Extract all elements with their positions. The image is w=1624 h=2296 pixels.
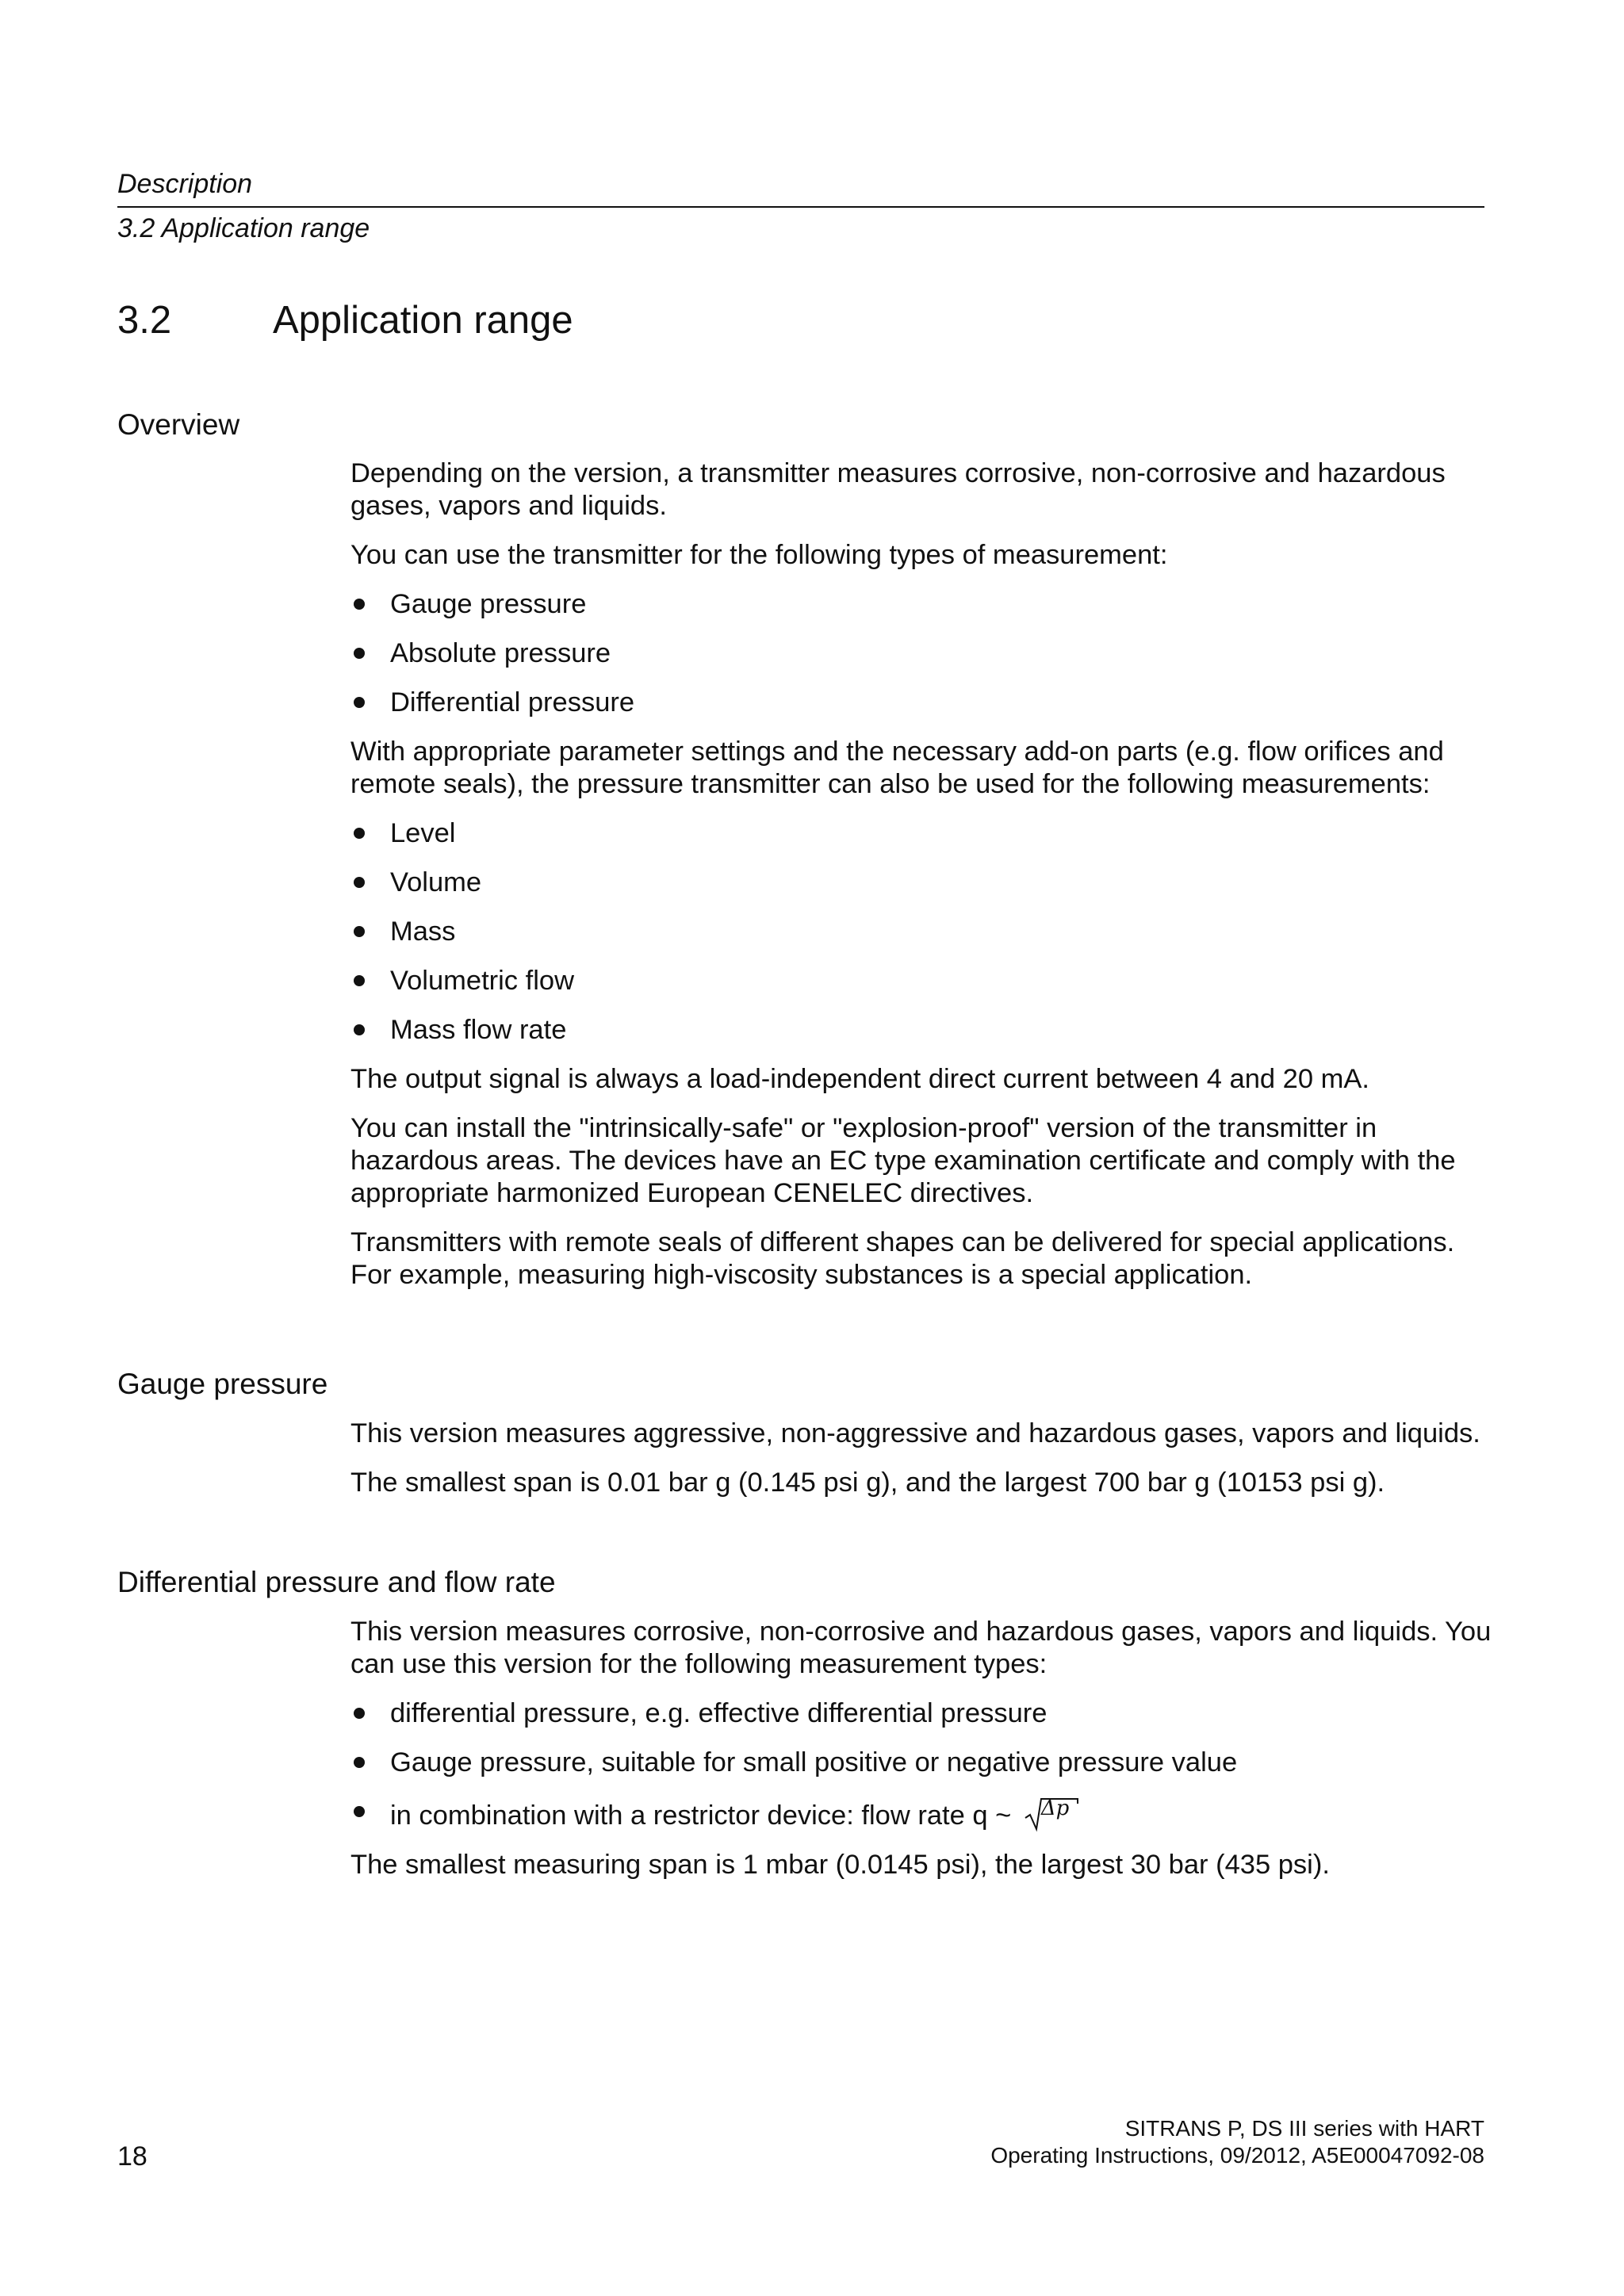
header-rule: [117, 206, 1484, 208]
list-item: Level: [350, 817, 1492, 850]
gauge-paragraph: This version measures aggressive, non-aggressive and hazardous gases, vapors and liquids.: [350, 1418, 1480, 1448]
running-header-section: Description: [117, 169, 253, 199]
square-root-formula: [1024, 1796, 1079, 1832]
gauge-pressure-heading: Gauge pressure: [117, 1368, 328, 1400]
overview-paragraph: Depending on the version, a transmitter measures corrosive, non-corrosive and hazardous gases, vapors and liquids.: [350, 458, 1446, 521]
measurement-types-list: [350, 588, 1492, 719]
list-item: Mass: [350, 916, 1492, 948]
section-title: Application range: [273, 299, 573, 342]
formula-radicand: Δp: [1040, 1797, 1070, 1820]
overview-paragraph: You can use the transmitter for the following types of measurement:: [350, 540, 1168, 570]
page-number: 18: [117, 2141, 147, 2172]
overview-paragraph: With appropriate parameter settings and the necessary add-on parts (e.g. flow orifices and remote seals), the pressure transmitter can also be used for the following measurements:: [350, 737, 1444, 799]
flow-rate-text: in combination with a restrictor device: flow rate q ~: [390, 1800, 1012, 1831]
list-item: Volumetric flow: [350, 965, 1492, 997]
list-item: Differential pressure: [350, 687, 1492, 719]
overview-paragraph: The output signal is always a load-independent direct current between 4 and 20 mA.: [350, 1064, 1369, 1094]
overview-paragraph: Transmitters with remote seals of different shapes can be delivered for special applications. For example, measuring high-viscosity substances is a special application.: [350, 1227, 1455, 1290]
overview-paragraph: You can install the "intrinsically-safe" or "explosion-proof" version of the transmitter in hazardous areas. The devices have an EC type examination certificate and comply with the appropriate harmonized European CENELEC directives.: [350, 1113, 1456, 1208]
differential-pressure-heading: Differential pressure and flow rate: [117, 1566, 556, 1598]
list-item: Gauge pressure: [350, 588, 1492, 621]
gauge-paragraph: The smallest span is 0.01 bar g (0.145 psi g), and the largest 700 bar g (10153 psi g).: [350, 1468, 1385, 1498]
list-item: Gauge pressure, suitable for small positive or negative pressure value: [350, 1747, 1492, 1779]
footer-product: SITRANS P, DS III series with HART: [1124, 2116, 1484, 2141]
diff-measurement-list: [350, 1697, 1492, 1832]
diff-paragraph: The smallest measuring span is 1 mbar (0.0145 psi), the largest 30 bar (435 psi).: [350, 1850, 1330, 1880]
overview-heading: Overview: [117, 408, 240, 441]
list-item-flow-rate: [350, 1796, 1492, 1832]
list-item: differential pressure, e.g. effective differential pressure: [350, 1697, 1492, 1730]
footer-doc: Operating Instructions, 09/2012, A5E00047092-08: [990, 2143, 1484, 2168]
list-item: Volume: [350, 867, 1492, 899]
running-header-chapter: 3.2 Application range: [117, 213, 370, 243]
differential-pressure-body: [350, 1616, 1492, 1898]
footer-document-info: [990, 2115, 1484, 2169]
gauge-pressure-body: [350, 1418, 1492, 1516]
additional-measurements-list: [350, 817, 1492, 1047]
diff-paragraph: This version measures corrosive, non-corrosive and hazardous gases, vapors and liquids. You can use this version for the following measurement types:: [350, 1617, 1492, 1679]
overview-body: [350, 457, 1492, 1308]
section-heading: [117, 295, 573, 346]
list-item: Mass flow rate: [350, 1014, 1492, 1047]
section-number: 3.2: [117, 299, 172, 342]
list-item: Absolute pressure: [350, 637, 1492, 670]
